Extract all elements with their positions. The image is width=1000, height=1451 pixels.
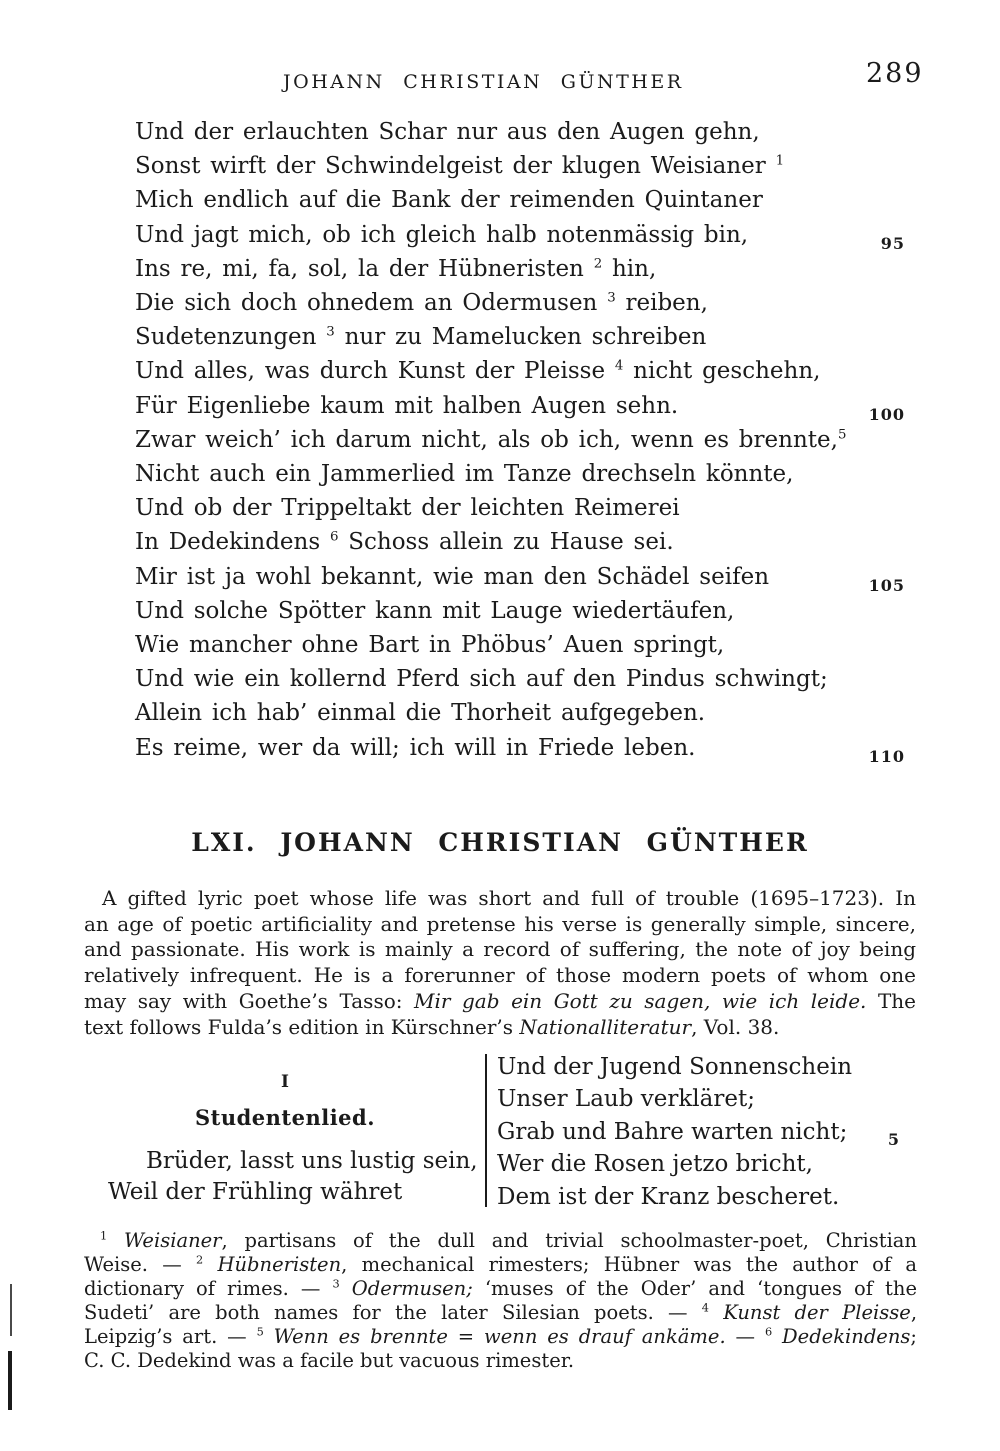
poem-line — [135, 594, 905, 628]
intro-line — [84, 989, 916, 1015]
verse-line-number: 5 — [887, 1129, 900, 1149]
scan-artifact-line — [8, 1351, 12, 1410]
intro-line — [84, 886, 916, 912]
line-text: Sudeti’ are both names for the later Silesian poets. — $^4$ Kunst der Pleisse, — [84, 1301, 918, 1324]
poem-line — [135, 560, 905, 594]
poem-line — [135, 696, 905, 730]
verse-line-number: 105 — [868, 575, 905, 595]
page-number: 289 — [866, 58, 924, 89]
intro-line — [84, 937, 916, 963]
line-text: Für Eigenliebe kaum mit halben Augen sehn. — [135, 392, 679, 419]
line-text: C. C. Dedekind was a facile but vacuous rimester. — [84, 1349, 575, 1372]
column-divider — [485, 1054, 487, 1207]
poem-line — [135, 662, 905, 696]
poem-excerpt — [135, 115, 905, 765]
line-text: text follows Fulda’s edition in Kürschner’s Nationalliteratur, Vol. 38. — [84, 1014, 780, 1039]
footnote-line — [84, 1253, 917, 1277]
line-text: an age of poetic artificiality and pretense his verse is generally simple, sincere, — [84, 911, 916, 936]
footnote-line — [84, 1349, 917, 1373]
poem-line — [135, 423, 905, 457]
line-text: and passionate. His work is mainly a record of suffering, the note of joy being — [84, 937, 916, 962]
poem-line — [135, 286, 905, 320]
intro-line — [84, 1015, 916, 1041]
footnote-line — [84, 1229, 917, 1253]
line-text: A gifted lyric poet whose life was short and full of trouble (1695–1723). In — [102, 886, 916, 910]
scan-artifact-line — [10, 1284, 12, 1336]
poem-line — [497, 1148, 915, 1180]
line-text: may say with Goethe’s Tasso: Mir gab ein Gott zu sagen, wie ich leide. The — [84, 988, 917, 1013]
poem-column-left — [108, 1146, 485, 1208]
poem-line — [497, 1181, 915, 1213]
verse-line-number: 110 — [868, 746, 905, 766]
line-text: Allein ich hab’ einmal die Thorheit aufgegeben. — [135, 700, 706, 727]
footnotes — [84, 1229, 917, 1373]
line-text: Mir ist ja wohl bekannt, wie man den Schädel seifen — [135, 563, 770, 590]
footnote-line — [84, 1325, 917, 1349]
line-text: Und alles, was durch Kunst der Pleisse $^4$ nicht geschehn, — [135, 358, 821, 385]
line-text: Und der erlauchten Schar nur aus den Augen gehn, — [135, 119, 760, 145]
line-text: Zwar weich’ ich darum nicht, als ob ich, wenn es brennte,$^5$ — [135, 426, 847, 453]
line-text: Nicht auch ein Jammerlied im Tanze drechseln könnte, — [135, 461, 794, 488]
line-text: Weil der Frühling währet — [108, 1179, 403, 1205]
verse-line-number: 95 — [880, 233, 905, 253]
line-text: Brüder, lasst uns lustig sein, — [146, 1148, 478, 1174]
line-text: Wie mancher ohne Bart in Phöbus’ Auen springt, — [135, 632, 725, 659]
line-text: Ins re, mi, fa, sol, la der Hübneristen $^2$ hin, — [135, 255, 657, 282]
poem-line — [135, 149, 905, 183]
line-text: In Dedekindens $^6$ Schoss allein zu Hause sei. — [135, 529, 674, 556]
poem-line — [135, 628, 905, 662]
line-text: Und der Jugend Sonnenschein — [497, 1054, 853, 1080]
line-text: Und jagt mich, ob ich gleich halb notenmässig bin, — [135, 221, 749, 248]
line-text: Sonst wirft der Schwindelgeist der klugen Weisianer $^1$ — [135, 153, 785, 180]
line-text: Grab und Bahre warten nicht; — [497, 1118, 848, 1145]
poem-line — [135, 115, 905, 149]
footnote-line — [84, 1277, 917, 1301]
line-text: dictionary of rimes. — $^3$ Odermusen; ‘muses of the Oder’ and ‘tongues of the — [84, 1277, 917, 1300]
poem-line — [135, 525, 905, 559]
verse-line-number: 100 — [868, 404, 905, 424]
line-text: Sudetenzungen $^3$ nur zu Mamelucken schreiben — [135, 324, 707, 351]
intro-line — [84, 963, 916, 989]
poem-number: I — [281, 1072, 289, 1092]
poem-line — [108, 1146, 485, 1177]
poem-line — [497, 1116, 915, 1148]
line-text: Leipzig’s art. — $^5$ Wenn es brennte = wenn es drauf ankäme. — $^6$ Dedekindens; — [84, 1325, 917, 1348]
chapter-heading: LXI. JOHANN CHRISTIAN GÜNTHER — [191, 828, 809, 857]
poem-line — [497, 1051, 915, 1083]
poem-line — [108, 1177, 485, 1208]
poem-line — [135, 183, 905, 217]
line-text: Mich endlich auf die Bank der reimenden Quintaner — [135, 187, 763, 214]
line-text: Und solche Spötter kann mit Lauge wiedertäufen, — [135, 597, 735, 624]
poem-line — [135, 252, 905, 286]
poem-line — [135, 731, 905, 765]
running-header-title: JOHANN CHRISTIAN GÜNTHER — [283, 71, 684, 93]
footnote-line — [84, 1301, 917, 1325]
poem-line — [497, 1083, 915, 1115]
poem-line — [135, 491, 905, 525]
line-text: Dem ist der Kranz bescheret. — [497, 1183, 840, 1210]
line-text: $^1$ Weisianer, partisans of the dull and trivial schoolmaster-poet, Christian — [100, 1229, 917, 1252]
line-text: Und wie ein kollernd Pferd sich auf den Pindus schwingt; — [135, 666, 828, 693]
poem-line — [135, 218, 905, 252]
line-text: Und ob der Trippeltakt der leichten Reimerei — [135, 495, 680, 522]
poem-line — [135, 457, 905, 491]
line-text: Die sich doch ohnedem an Odermusen $^3$ reiben, — [135, 290, 708, 317]
poem-line — [135, 389, 905, 423]
poem-line — [135, 354, 905, 388]
line-text: Weise. — $^2$ Hübneristen, mechanical rimesters; Hübner was the author of a — [84, 1253, 918, 1276]
poem-title: Studentenlied. — [194, 1105, 376, 1130]
introduction-paragraph — [84, 886, 916, 1040]
poem-column-right — [497, 1051, 915, 1213]
line-text: relatively infrequent. He is a forerunner of those modern poets of whom one — [84, 963, 916, 988]
intro-line — [84, 912, 916, 938]
line-text: Es reime, wer da will; ich will in Friede leben. — [135, 734, 696, 761]
line-text: Wer die Rosen jetzo bricht, — [497, 1151, 813, 1178]
poem-line — [135, 320, 905, 354]
line-text: Unser Laub verkläret; — [497, 1086, 755, 1113]
